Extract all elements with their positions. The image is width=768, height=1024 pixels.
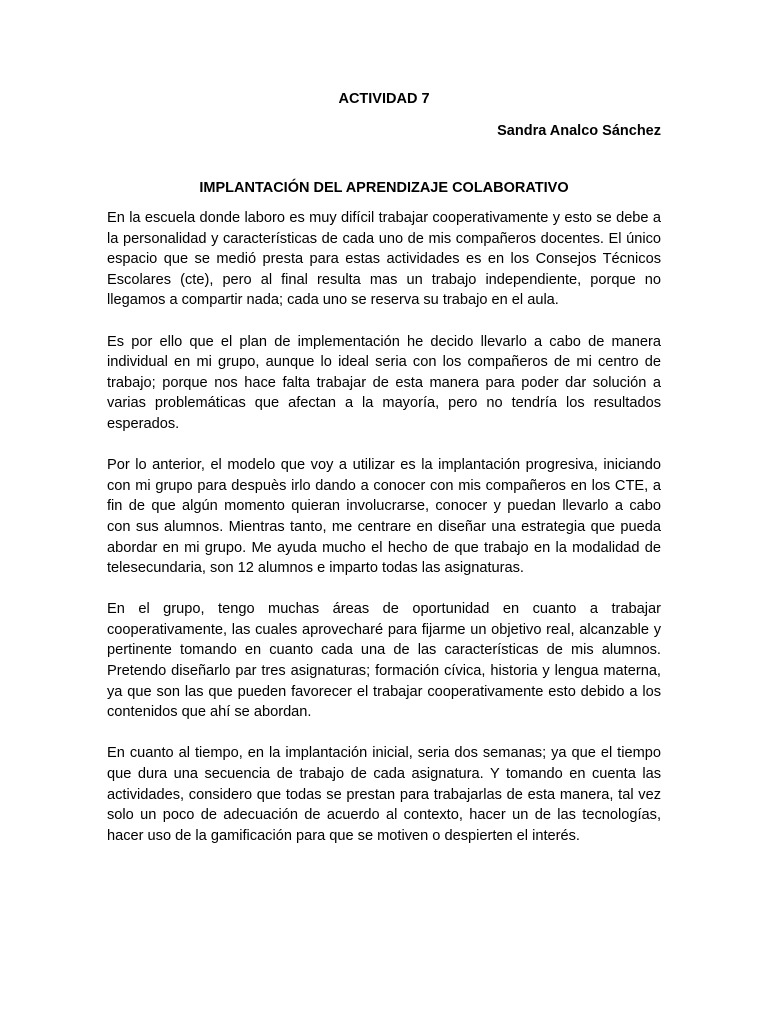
author-name: Sandra Analco Sánchez bbox=[497, 123, 661, 139]
document-body bbox=[107, 208, 661, 867]
document-subtitle: IMPLANTACIÓN DEL APRENDIZAJE COLABORATIVO bbox=[199, 180, 569, 196]
paragraph-1: En la escuela donde laboro es muy difícil trabajar cooperativamente y esto se debe a la personalidad y características de cada uno de mis compañeros docentes. El único espacio que se medió presta para estas actividades es en los Consejos Técnicos Escolares (cte), pero al final resulta mas un trabajo independiente, porque no llegamos a compartir nada; cada uno se reserva su trabajo en el aula. bbox=[107, 210, 661, 309]
paragraph-5: En cuanto al tiempo, en la implantación inicial, seria dos semanas; ya que el tiempo que dura una secuencia de trabajo de cada asignatura. Y tomando en cuenta las actividades, considero que todas se prestan para trabajarlas de esta manera, tal vez solo un poco de adecuación de acuerdo al contexto, hacer un de las tecnologías, hacer uso de la gamificación para que se motiven o despierten el interés. bbox=[107, 745, 661, 844]
paragraph-3: Por lo anterior, el modelo que voy a utilizar es la implantación progresiva, iniciando con mi grupo para despuès irlo dando a conocer con mis compañeros en los CTE, a fin de que algún momento quieran involucrarse, conocer y puedan llevarlo a cabo con sus alumnos. Mientras tanto, me centrare en diseñar una estrategia que pueda abordar en mi grupo. Me ayuda mucho el hecho de que trabajo en la modalidad de telesecundaria, son 12 alumnos e imparto todas las asignaturas. bbox=[107, 457, 661, 577]
paragraph-2: Es por ello que el plan de implementación he decido llevarlo a cabo de manera individual en mi grupo, aunque lo ideal seria con los compañeros de mi centro de trabajo; porque nos hace falta trabajar de esta manera para poder dar solución a varias problemáticas que afectan a la mayoría, pero no tendría los resultados esperados. bbox=[107, 333, 661, 432]
page-title: ACTIVIDAD 7 bbox=[338, 91, 430, 107]
paragraph-4: En el grupo, tengo muchas áreas de oportunidad en cuanto a trabajar cooperativamente, las cuales aprovecharé para fijarme un objetivo real, alcanzable y pertinente tomando en cuanto cada una de las características de mis alumnos. Pretendo diseñarlo par tres asignaturas; formación cívica, historia y lengua materna, ya que son las que pueden favorecer el trabajar cooperativamente esto debido a los contenidos que ahí se abordan. bbox=[107, 601, 661, 721]
